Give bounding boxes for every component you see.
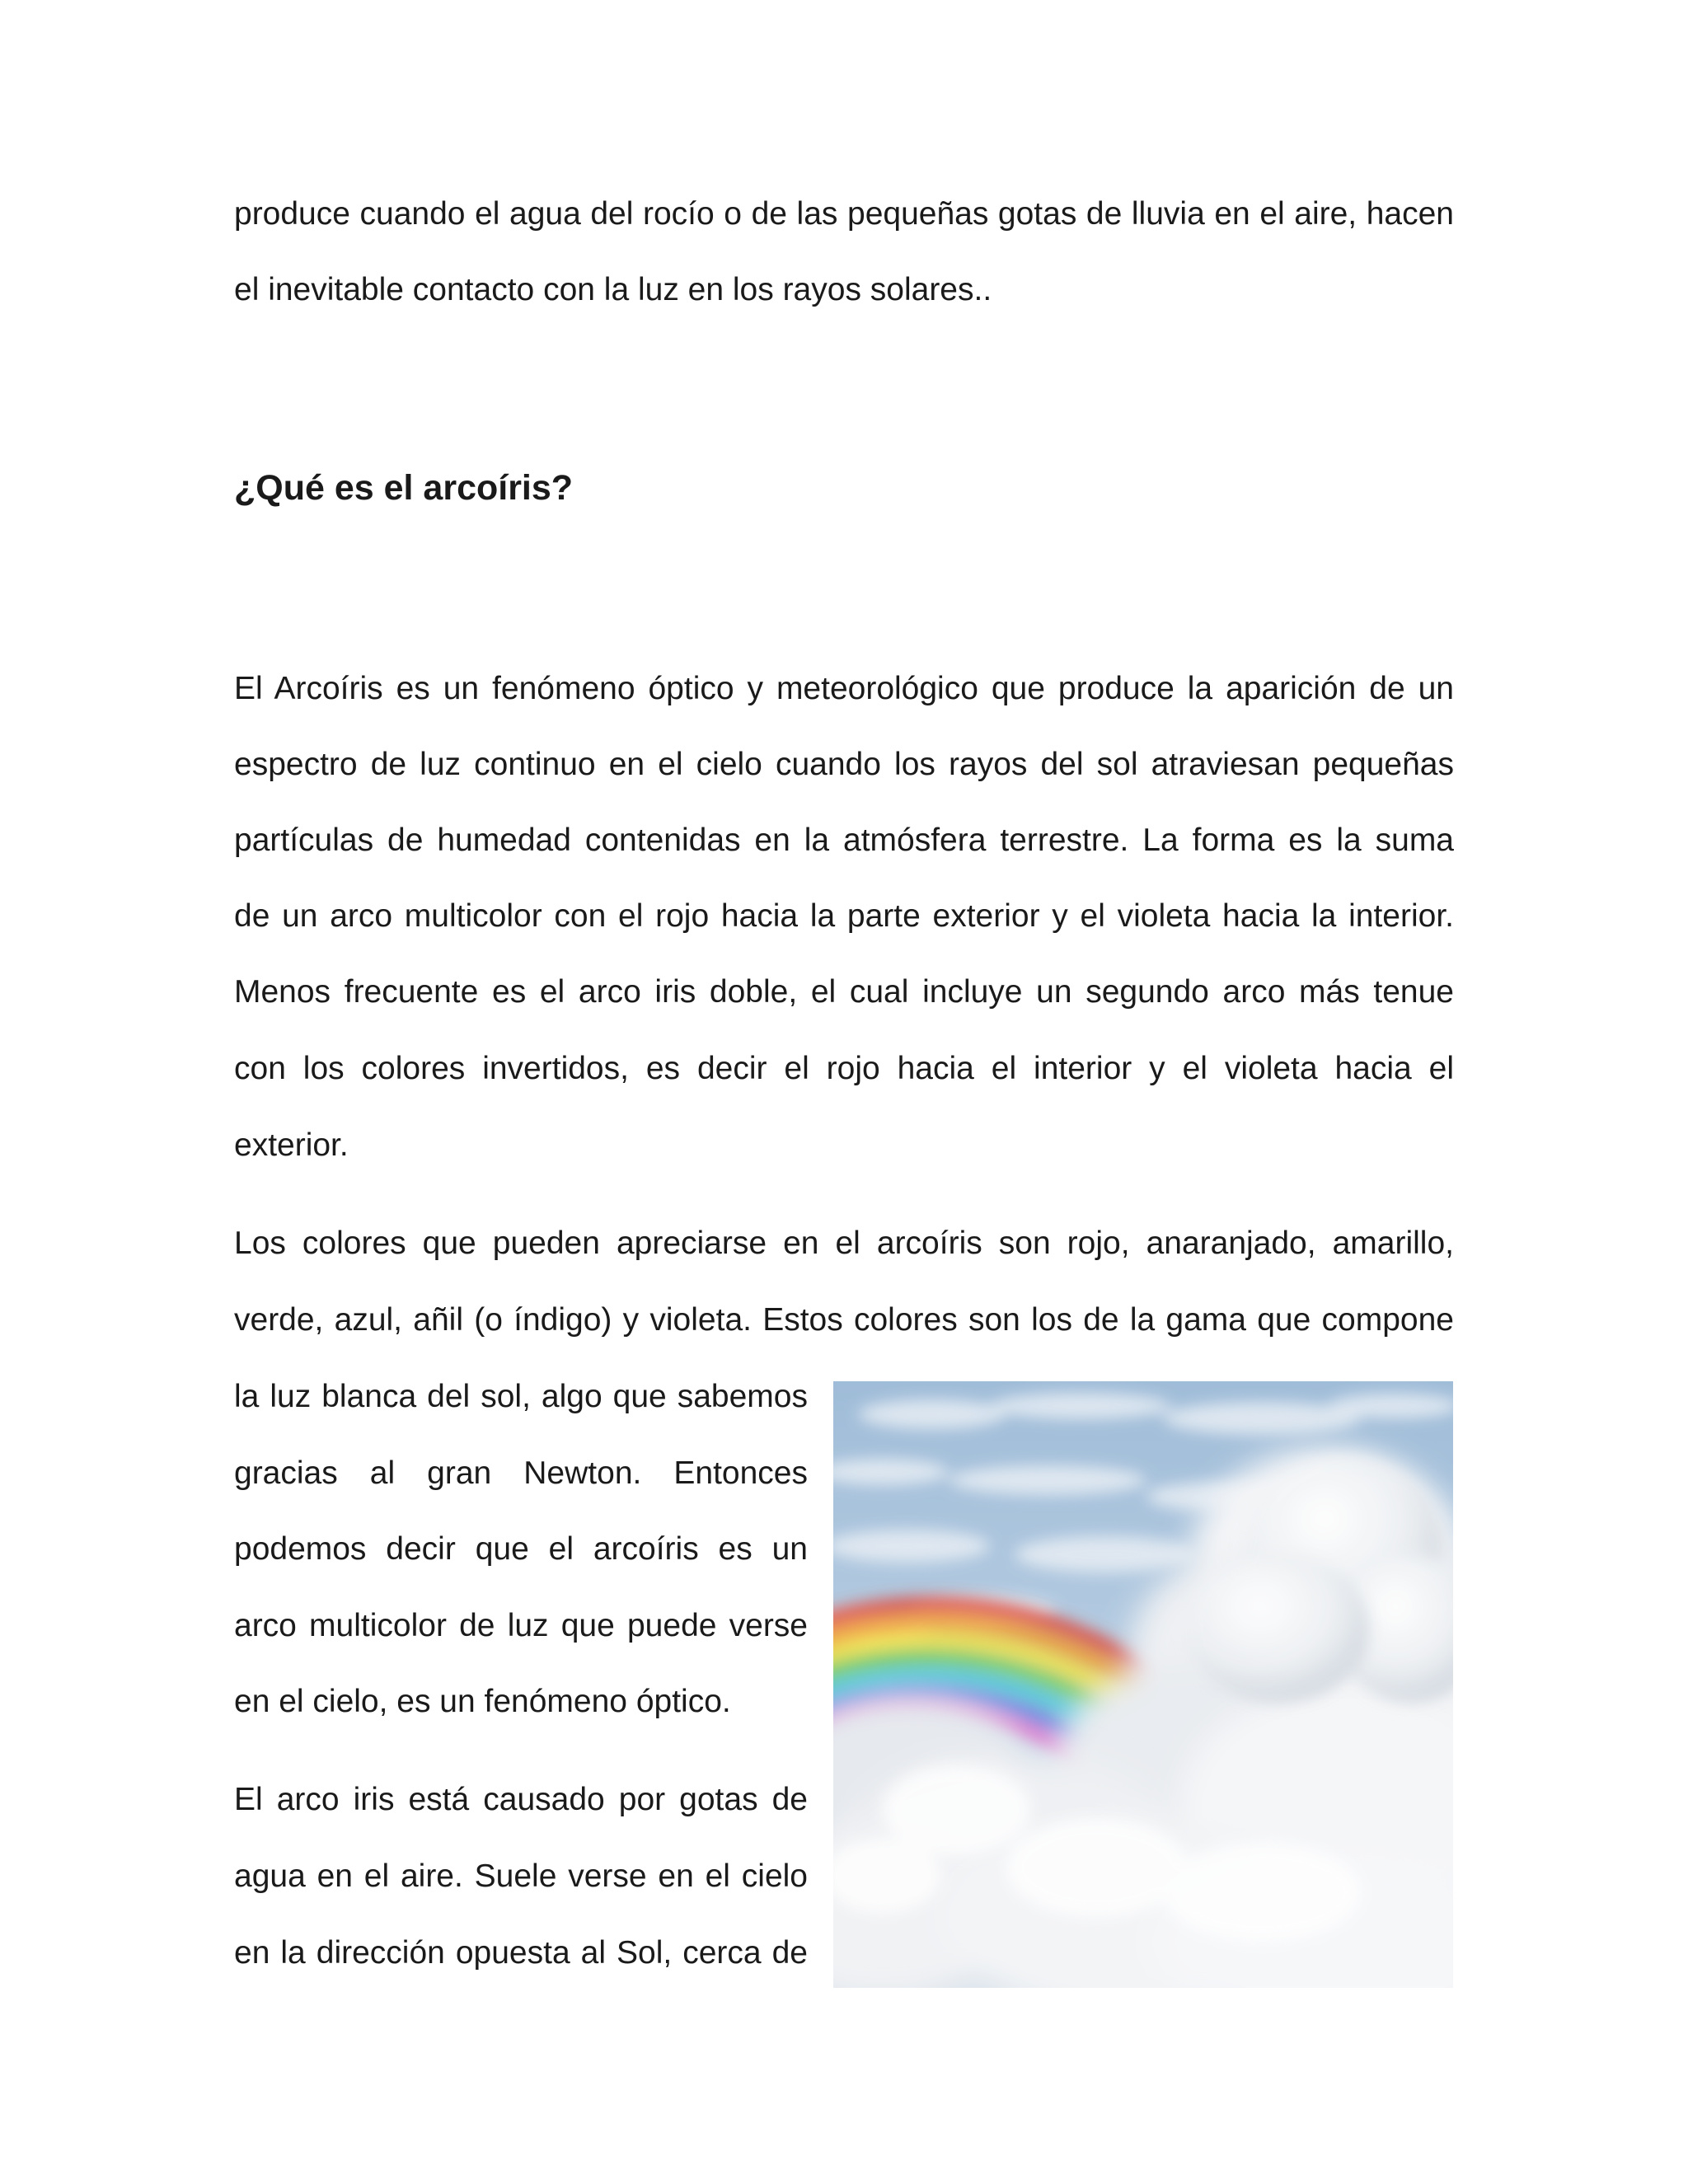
paragraph3-line-3: en la dirección opuesta al Sol, cerca de bbox=[234, 1935, 808, 1971]
section-heading: ¿Qué es el arcoíris? bbox=[234, 468, 574, 508]
paragraph2-line-7: en el cielo, es un fenómeno óptico. bbox=[234, 1684, 731, 1719]
paragraph1-line-2: espectro de luz continuo en el cielo cuando los rayos del sol atraviesan pequeñas bbox=[234, 747, 1454, 782]
intro-line-2: el inevitable contacto con la luz en los rayos solares.. bbox=[234, 272, 992, 307]
paragraph1-line-5: Menos frecuente es el arco iris doble, el cual incluye un segundo arco más tenue bbox=[234, 974, 1454, 1010]
paragraph1-line-3: partículas de humedad contenidas en la atmósfera terrestre. La forma es la suma bbox=[234, 823, 1454, 858]
paragraph2-line-6: arco multicolor de luz que puede verse bbox=[234, 1608, 808, 1643]
intro-line-1: produce cuando el agua del rocío o de las pequeñas gotas de lluvia en el aire, hacen bbox=[234, 196, 1454, 232]
paragraph2-line-4: gracias al gran Newton. Entonces bbox=[234, 1455, 808, 1491]
paragraph1-line-6: con los colores invertidos, es decir el rojo hacia el interior y el violeta hacia el bbox=[234, 1051, 1454, 1086]
paragraph1-line-1: El Arcoíris es un fenómeno óptico y meteorológico que produce la aparición de un bbox=[234, 671, 1454, 706]
paragraph3-line-1: El arco iris está causado por gotas de bbox=[234, 1782, 808, 1817]
paragraph2-line-1: Los colores que pueden apreciarse en el arcoíris son rojo, anaranjado, amarillo, bbox=[234, 1226, 1454, 1261]
paragraph2-line-3: la luz blanca del sol, algo que sabemos bbox=[234, 1379, 808, 1414]
rainbow-clouds-image bbox=[833, 1381, 1453, 1988]
paragraph1-line-7: exterior. bbox=[234, 1127, 349, 1163]
paragraph3-line-2: agua en el aire. Suele verse en el cielo bbox=[234, 1858, 808, 1894]
paragraph1-line-4: de un arco multicolor con el rojo hacia la parte exterior y el violeta hacia la interior. bbox=[234, 898, 1454, 934]
paragraph2-line-2: verde, azul, añil (o índigo) y violeta. Estos colores son los de la gama que compone bbox=[234, 1302, 1454, 1338]
paragraph2-line-5: podemos decir que el arcoíris es un bbox=[234, 1531, 808, 1567]
